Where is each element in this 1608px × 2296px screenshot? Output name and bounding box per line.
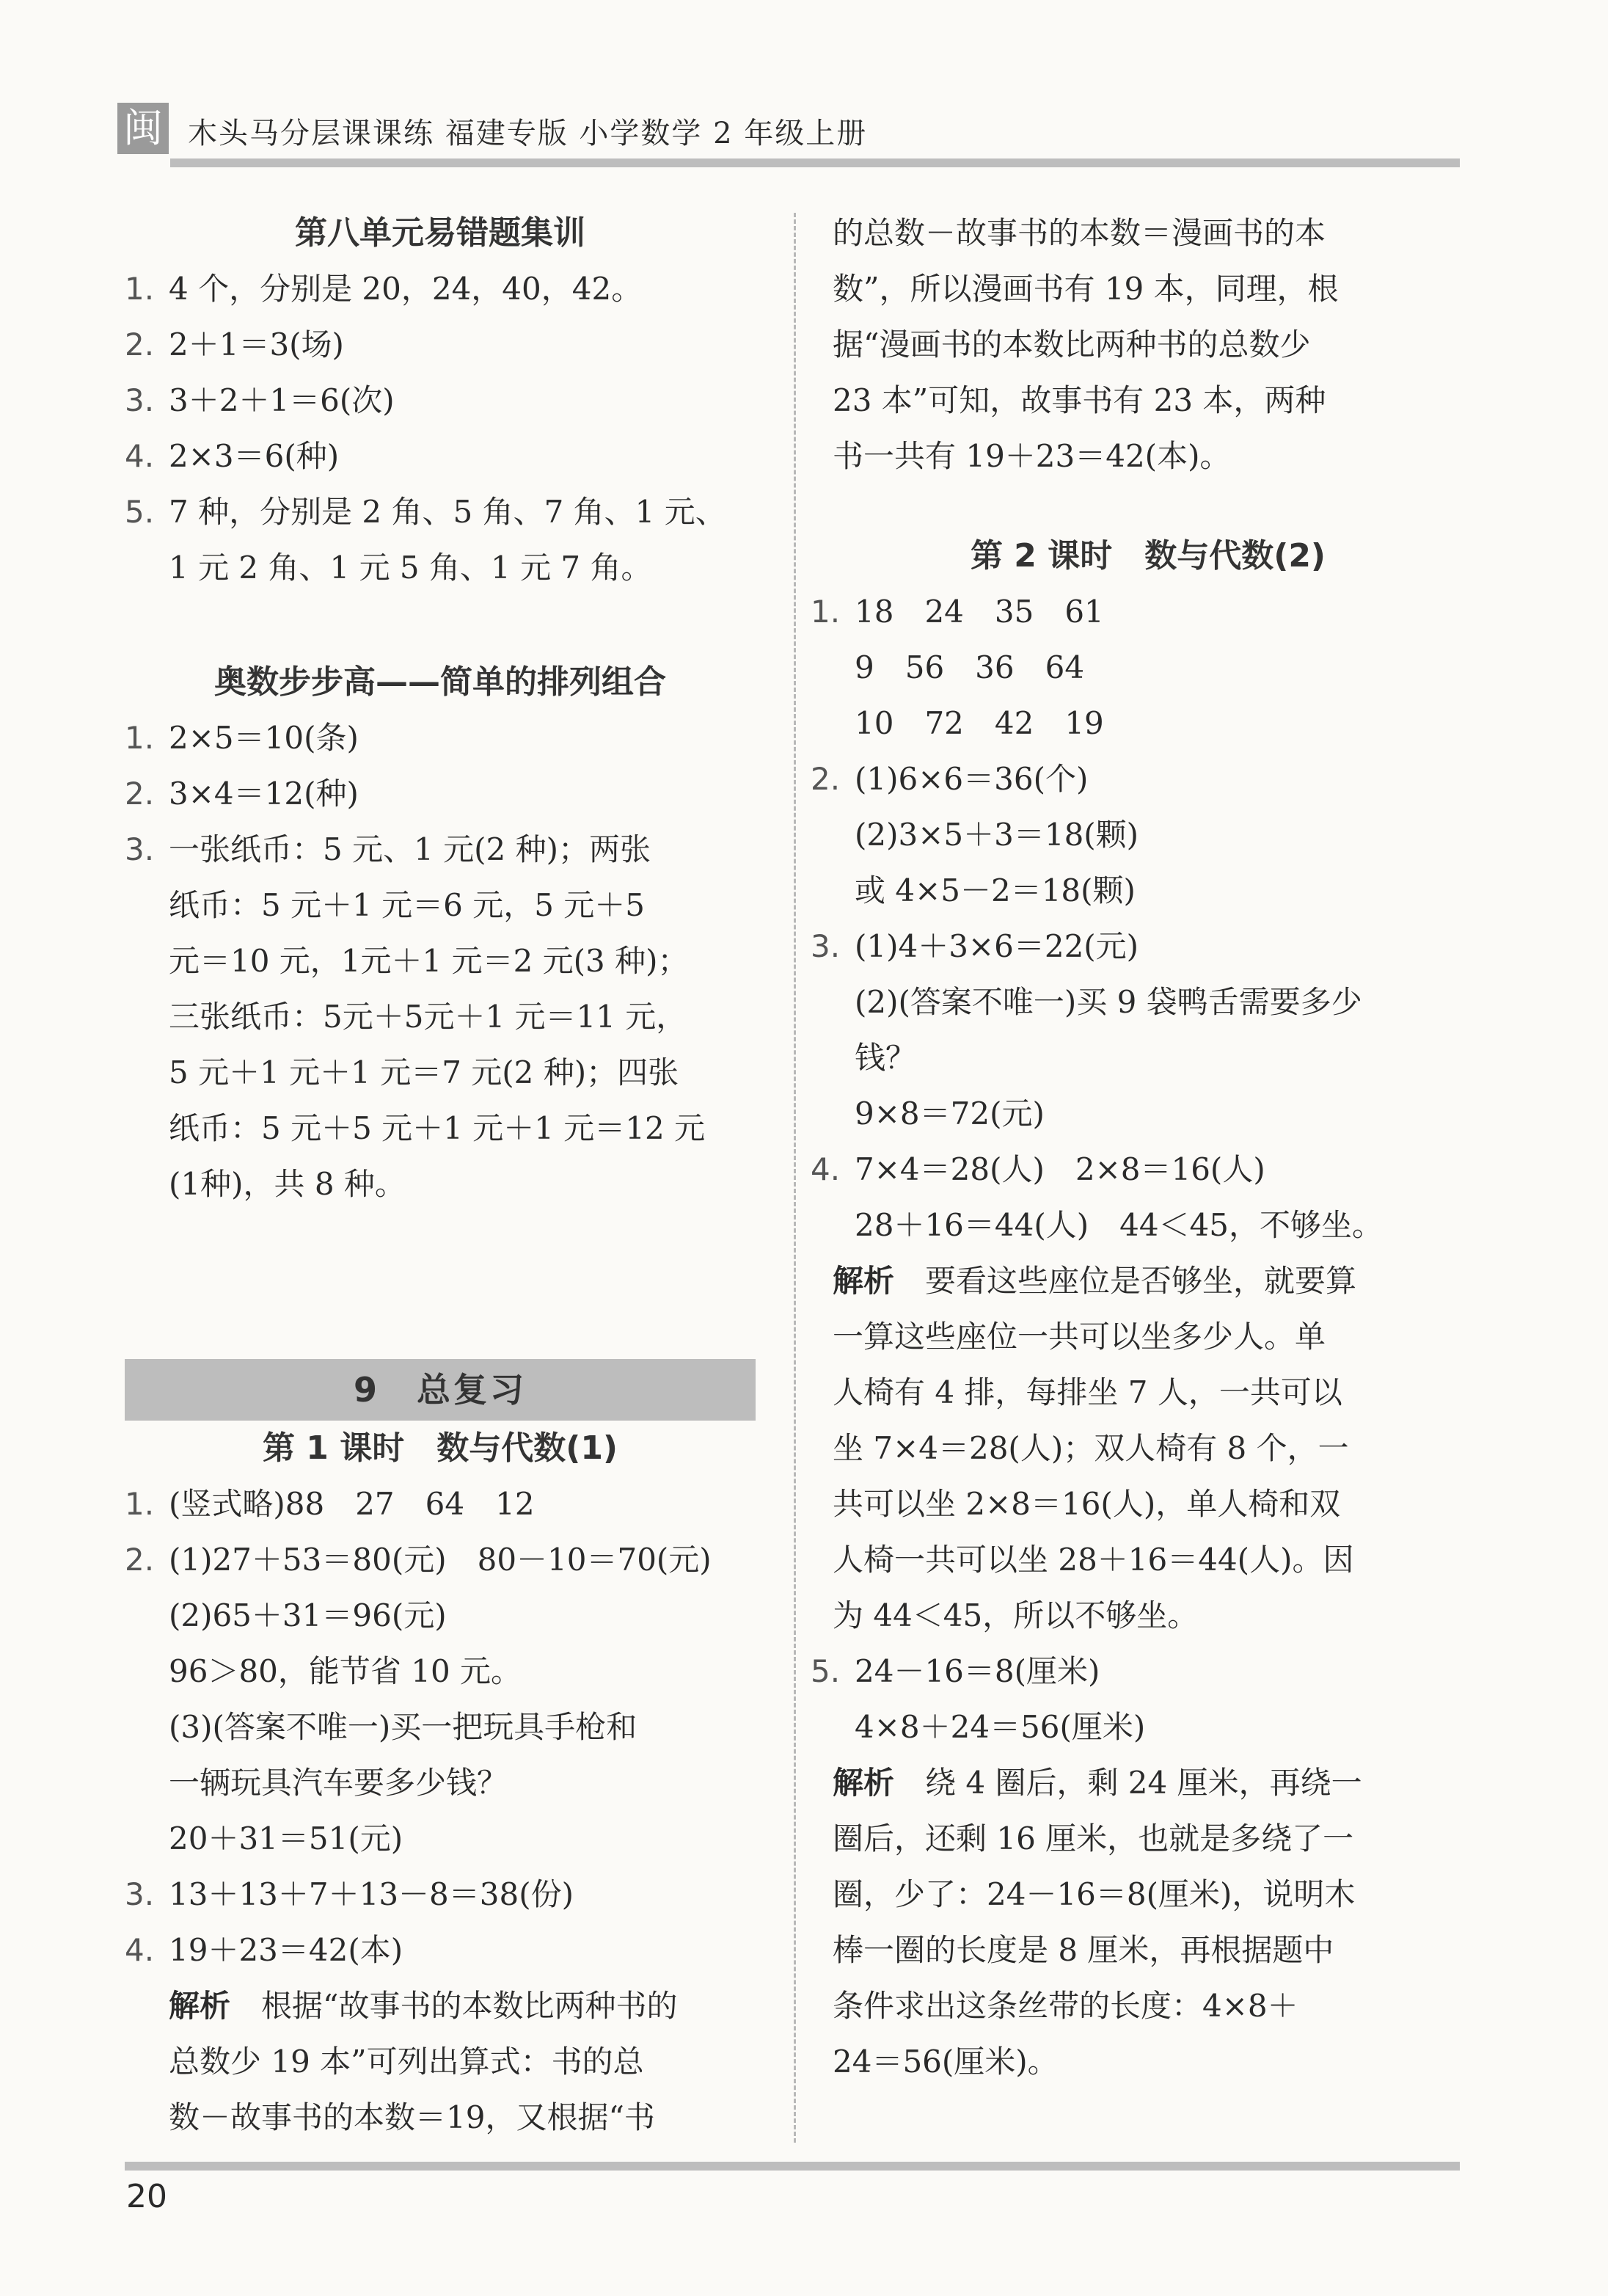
- question-number: 1.: [811, 594, 841, 630]
- answer-line: [125, 878, 756, 933]
- answer-text: (3)(答案不唯一)买一把玩具手枪和: [169, 1709, 637, 1745]
- text-line: 为 44＜45，所以不够坐。: [833, 1597, 1199, 1633]
- answer-line: [125, 1476, 756, 1532]
- unit8-answers: [125, 261, 756, 596]
- text-line: 总数少 19 本”可列出算式：书的总: [169, 2044, 644, 2080]
- answer-text: 20＋31＝51(元): [169, 1821, 403, 1856]
- answer-line: [811, 863, 1463, 919]
- text-line: 条件求出这条丝带的长度：4×8＋: [833, 1988, 1298, 2024]
- answer-line: [125, 1867, 756, 1923]
- answer-text: 3＋2＋1＝6(次): [169, 382, 395, 418]
- question-number: 2.: [125, 776, 155, 812]
- answer-line: [125, 1532, 756, 1588]
- answer-line: [125, 1699, 756, 1755]
- answer-text: (1种)，共 8 种。: [169, 1166, 406, 1202]
- analysis-line: 解析 绕 4 圈后，剩 24 厘米，再绕一: [833, 1765, 1362, 1801]
- section-title-unit8: 第八单元易错题集训: [295, 214, 585, 252]
- answer-line: [125, 429, 756, 484]
- text-line: 的总数－故事书的本数＝漫画书的本: [833, 215, 1326, 251]
- column-divider: [794, 213, 796, 2143]
- answer-text: 4×8＋24＝56(厘米): [855, 1709, 1146, 1745]
- answer-text: (1)27＋53＝80(元) 80－10＝70(元): [169, 1542, 712, 1578]
- question-number: 4.: [811, 1151, 841, 1187]
- answer-line: [125, 1045, 756, 1101]
- section-title-lesson1: 第 1 课时 数与代数(1): [262, 1429, 618, 1467]
- answer-text: 24－16＝8(厘米): [855, 1653, 1100, 1689]
- q5-answers: [811, 1644, 1463, 1755]
- answer-line: [125, 317, 756, 373]
- answer-text: 18 24 35 61: [855, 594, 1104, 630]
- answer-line: [811, 696, 1463, 751]
- answer-text: 7 种，分别是 2 角、5 角、7 角、1 元、: [169, 494, 726, 530]
- answer-text: 元＝10 元，1元＋1 元＝2 元(3 种)；: [169, 943, 689, 979]
- answer-text: 一辆玩具汽车要多少钱？: [169, 1765, 508, 1801]
- question-number: 3.: [811, 928, 841, 964]
- answer-text: 19＋23＝42(本): [169, 1932, 403, 1968]
- answer-line: [811, 1086, 1463, 1142]
- page-number: 20: [126, 2178, 167, 2215]
- answer-line: [125, 989, 756, 1045]
- answer-text: 一张纸币：5 元、1 元(2 种)；两张: [169, 831, 651, 867]
- answer-text: 或 4×5－2＝18(颗): [855, 872, 1136, 908]
- lesson2-answers: [811, 584, 1463, 1253]
- question-number: 1.: [125, 1486, 155, 1522]
- answer-text: 2＋1＝3(场): [169, 327, 344, 362]
- section-title-olympiad: 奥数步步高——简单的排列组合: [214, 663, 666, 701]
- question-number: 5.: [811, 1653, 841, 1689]
- analysis-rest: [833, 1811, 1463, 2090]
- answer-text: 96＞80，能节省 10 元。: [169, 1653, 522, 1689]
- answer-line: [811, 1198, 1463, 1253]
- lesson1-answers: [125, 1476, 756, 1978]
- answer-text: 5 元＋1 元＋1 元＝7 元(2 种)；四张: [169, 1054, 679, 1090]
- question-number: 4.: [125, 1932, 155, 1968]
- answer-text: 三张纸币：5元＋5元＋1 元＝11 元，: [169, 999, 687, 1035]
- answer-text: (1)6×6＝36(个): [855, 761, 1089, 797]
- analysis-label: 解析: [833, 1765, 895, 1801]
- answer-text: (2)65＋31＝96(元): [169, 1597, 447, 1633]
- answer-line: [811, 1142, 1463, 1198]
- question-number: 2.: [125, 1542, 155, 1578]
- answer-line: [811, 1699, 1463, 1755]
- text-line: 圈后，还剩 16 厘米，也就是多绕了一: [833, 1821, 1354, 1856]
- answer-line: [811, 1030, 1463, 1086]
- answer-text: 钱？: [855, 1040, 917, 1076]
- answer-line: [811, 584, 1463, 640]
- question-number: 1.: [125, 720, 155, 756]
- answer-line: [125, 1811, 756, 1867]
- answer-line: [125, 1644, 756, 1699]
- answer-line: [811, 640, 1463, 696]
- answer-text: 1 元 2 角、1 元 5 角、1 元 7 角。: [169, 550, 652, 586]
- answer-line: [125, 373, 756, 429]
- analysis-continuation: [833, 205, 1463, 484]
- answer-line: [125, 1101, 756, 1156]
- analysis-label: 解析: [833, 1263, 895, 1299]
- text-line: 一算这些座位一共可以坐多少人。单: [833, 1319, 1326, 1355]
- answer-text: 4 个，分别是 20，24，40，42。: [169, 271, 643, 307]
- answer-line: [125, 1588, 756, 1644]
- text-line: 数”，所以漫画书有 19 本，同理，根: [833, 271, 1339, 307]
- analysis-line: 解析 要看这些座位是否够坐，就要算: [833, 1263, 1357, 1299]
- text-line: 24＝56(厘米)。: [833, 2044, 1059, 2080]
- answer-line: [811, 751, 1463, 807]
- answer-line: [125, 1755, 756, 1811]
- question-number: 5.: [125, 494, 155, 530]
- text-line: 棒一圈的长度是 8 厘米，再根据题中: [833, 1932, 1334, 1968]
- question-number: 2.: [811, 761, 841, 797]
- answer-text: (竖式略)88 27 64 12: [169, 1486, 535, 1522]
- answer-text: 9 56 36 64: [855, 649, 1085, 685]
- answer-line: [811, 1644, 1463, 1699]
- question-number: 2.: [125, 327, 155, 362]
- footer-bar: [125, 2162, 1460, 2171]
- text-line: 人椅有 4 排，每排坐 7 人，一共可以: [833, 1374, 1342, 1410]
- answer-line: [125, 484, 756, 540]
- answer-line: [125, 710, 756, 766]
- chapter-heading: 9 总复习: [125, 1359, 756, 1421]
- header-bar: [170, 158, 1460, 167]
- answer-text: (2)3×5＋3＝18(颗): [855, 817, 1139, 853]
- olympiad-answers: [125, 710, 756, 1212]
- left-column: [125, 205, 756, 2146]
- answer-text: (2)(答案不唯一)买 9 袋鸭舌需要多少: [855, 984, 1362, 1020]
- answer-text: 13＋13＋7＋13－8＝38(份): [169, 1876, 574, 1912]
- question-number: 3.: [125, 382, 155, 418]
- answer-line: [125, 1156, 756, 1212]
- text-line: 坐 7×4＝28(人)；双人椅有 8 个，一: [833, 1430, 1349, 1466]
- answer-text: 28＋16＝44(人) 44＜45，不够坐。: [855, 1207, 1383, 1243]
- answer-text: 纸币：5 元＋1 元＝6 元，5 元＋5: [169, 887, 646, 923]
- analysis-line: 解析 根据“故事书的本数比两种书的: [169, 1988, 678, 2024]
- answer-line: [811, 974, 1463, 1030]
- text-line: 23 本”可知，故事书有 23 本，两种: [833, 382, 1326, 418]
- text-line: 共可以坐 2×8＝16(人)，单人椅和双: [833, 1486, 1341, 1522]
- answer-text: 7×4＝28(人) 2×8＝16(人): [855, 1151, 1265, 1187]
- question-number: 3.: [125, 1876, 155, 1912]
- text-line: 数－故事书的本数＝19，又根据“书: [169, 2099, 655, 2135]
- answer-text: (1)4＋3×6＝22(元): [855, 928, 1139, 964]
- text-line: 圈，少了：24－16＝8(厘米)，说明木: [833, 1876, 1356, 1912]
- answer-line: [811, 919, 1463, 974]
- header-title: 木头马分层课课练 福建专版 小学数学 2 年级上册: [188, 117, 868, 150]
- text-line: 据“漫画书的本数比两种书的总数少: [833, 327, 1311, 362]
- answer-line: [125, 1923, 756, 1978]
- answer-line: [125, 766, 756, 822]
- answer-text: 2×3＝6(种): [169, 438, 340, 474]
- right-column: [811, 205, 1463, 2090]
- answer-text: 10 72 42 19: [855, 705, 1104, 741]
- analysis-label: 解析: [169, 1988, 231, 2024]
- answer-line: [125, 933, 756, 989]
- question-number: 3.: [125, 831, 155, 867]
- answer-text: 9×8＝72(元): [855, 1096, 1045, 1131]
- answer-text: 纸币：5 元＋5 元＋1 元＋1 元＝12 元: [169, 1110, 706, 1146]
- question-number: 4.: [125, 438, 155, 474]
- analysis-rest: [125, 2034, 756, 2146]
- analysis-rest: [833, 1309, 1463, 1644]
- question-number: 1.: [125, 271, 155, 307]
- section-title-lesson2: 第 2 课时 数与代数(2): [970, 537, 1326, 575]
- text-line: 人椅一共可以坐 28＋16＝44(人)。因: [833, 1542, 1354, 1578]
- answer-text: 2×5＝10(条): [169, 720, 359, 756]
- answer-text: 3×4＝12(种): [169, 776, 359, 812]
- answer-line: [811, 807, 1463, 863]
- answer-line: [125, 540, 756, 596]
- answer-line: [125, 822, 756, 878]
- text-line: 书一共有 19＋23＝42(本)。: [833, 438, 1231, 474]
- answer-line: [125, 261, 756, 317]
- logo-icon: 闽: [117, 103, 169, 154]
